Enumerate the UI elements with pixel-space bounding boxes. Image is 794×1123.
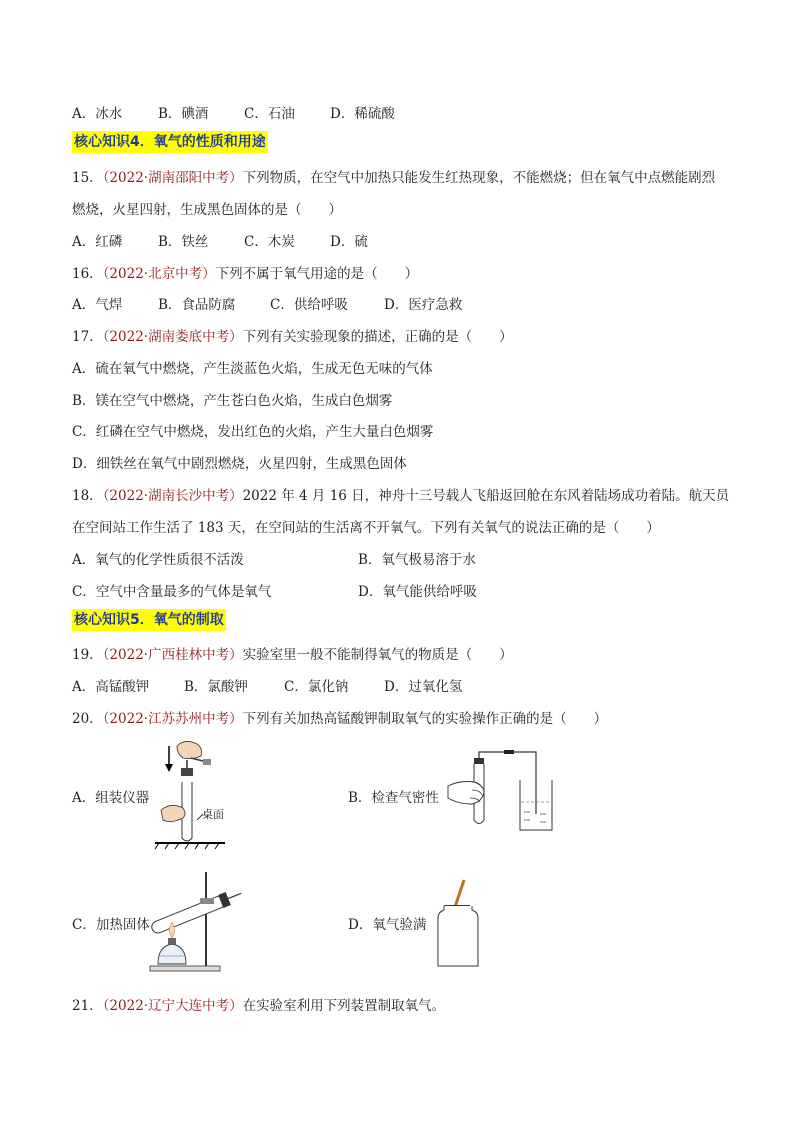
q19-number: 19． bbox=[72, 647, 103, 663]
q16-option-b: B．食品防腐 bbox=[158, 297, 236, 313]
q15-stem-line2: 燃烧，火星四射，生成黑色固体的是（ ） bbox=[72, 202, 342, 218]
airtightness-check-figure bbox=[448, 752, 558, 834]
q19-text: 实验室里一般不能制得氧气的物质是（ ） bbox=[242, 647, 513, 663]
q16-option-a: A．气焊 bbox=[72, 297, 123, 313]
q15-option-a: A．红磷 bbox=[72, 234, 123, 250]
q17-source: （2022·湖南娄底中考） bbox=[102, 329, 243, 345]
q20-source: （2022·江苏苏州中考） bbox=[102, 711, 243, 727]
q18-options-row1 bbox=[72, 548, 476, 568]
q17-stem bbox=[72, 325, 513, 345]
q14-option-c: C．石油 bbox=[244, 106, 295, 122]
q19-option-d: D．过氧化氢 bbox=[384, 679, 463, 695]
q15-text1: 下列物质，在空气中加热只能发生红热现象，不能燃烧；但在氧气中点燃能剧烈 bbox=[242, 170, 716, 186]
q18-option-c: C．空气中含量最多的气体是氧气 bbox=[72, 584, 272, 600]
q21-stem bbox=[72, 994, 445, 1014]
q21-source: （2022·辽宁大连中考） bbox=[102, 998, 243, 1014]
q20-option-d: D．氧气验满 bbox=[348, 917, 427, 933]
q15-source: （2022·湖南邵阳中考） bbox=[102, 170, 243, 186]
section-heading-5: 核心知识5．氧气的制取 bbox=[72, 609, 226, 631]
desk-label: 桌面 bbox=[202, 808, 224, 821]
q18-option-b: B．氧气极易溶于水 bbox=[358, 552, 476, 568]
q18-option-a: A．氧气的化学性质很不活泼 bbox=[72, 552, 244, 568]
q17-option-a: A．硫在氧气中燃烧，产生淡蓝色火焰，生成无色无味的气体 bbox=[72, 361, 433, 377]
q17-text: 下列有关实验现象的描述，正确的是（ ） bbox=[242, 329, 513, 345]
q14-option-b: B．碘酒 bbox=[158, 106, 209, 122]
q18-number: 18． bbox=[72, 488, 103, 504]
q16-source: （2022·北京中考） bbox=[102, 266, 216, 282]
q17-option-b: B．镁在空气中燃烧，产生苍白色火焰，生成白色烟雾 bbox=[72, 393, 393, 409]
q20-option-a: A．组装仪器 bbox=[72, 790, 150, 806]
q15-number: 15． bbox=[72, 170, 103, 186]
q16-option-d: D．医疗急救 bbox=[384, 297, 463, 313]
q20-number: 20． bbox=[72, 711, 103, 727]
section-heading-4: 核心知识4．氧气的性质和用途 bbox=[72, 131, 268, 153]
q18-option-d: D．氧气能供给呼吸 bbox=[358, 584, 477, 600]
q18-options-row2 bbox=[72, 580, 477, 600]
q20-text: 下列有关加热高锰酸钾制取氧气的实验操作正确的是（ ） bbox=[242, 711, 608, 727]
q14-option-a: A．冰水 bbox=[72, 106, 123, 122]
q19-source: （2022·广西桂林中考） bbox=[102, 647, 243, 663]
q19-option-a: A．高锰酸钾 bbox=[72, 679, 150, 695]
q16-number: 16． bbox=[72, 266, 103, 282]
q15-options bbox=[72, 230, 368, 250]
q16-option-c: C．供给呼吸 bbox=[270, 297, 348, 313]
q19-stem bbox=[72, 643, 513, 663]
q21-text: 在实验室利用下列装置制取氧气。 bbox=[242, 998, 446, 1014]
heating-solid-figure bbox=[140, 870, 250, 975]
q19-option-b: B．氯酸钾 bbox=[184, 679, 248, 695]
q17-option-d: D．细铁丝在氧气中剧烈燃烧，火星四射，生成黑色固体 bbox=[72, 456, 407, 472]
q16-text: 下列不属于氧气用途的是（ ） bbox=[215, 266, 419, 282]
q18-text1: 2022 年 4 月 16 日，神舟十三号载人飞船返回舱在东风着陆场成功着陆。航天员 bbox=[242, 488, 730, 504]
q21-number: 21． bbox=[72, 998, 103, 1014]
q14-options bbox=[72, 102, 395, 122]
q16-options bbox=[72, 293, 462, 313]
q19-option-c: C．氯化钠 bbox=[284, 679, 349, 695]
q14-option-d: D．稀硫酸 bbox=[330, 106, 395, 122]
q15-option-c: C．木炭 bbox=[244, 234, 295, 250]
q19-options bbox=[72, 675, 462, 695]
q15-option-b: B．铁丝 bbox=[158, 234, 209, 250]
q16-stem bbox=[72, 262, 418, 282]
q18-stem-line2: 在空间站工作生活了 183 天，在空间站的生活离不开氧气。下列有关氧气的说法正确的是（ ） bbox=[72, 520, 660, 536]
q18-stem-line1 bbox=[72, 484, 729, 504]
q20-option-b: B．检查气密性 bbox=[348, 790, 439, 806]
q15-stem-line1 bbox=[72, 166, 715, 186]
q20-stem bbox=[72, 707, 607, 727]
q17-number: 17． bbox=[72, 329, 103, 345]
q18-source: （2022·湖南长沙中考） bbox=[102, 488, 243, 504]
assemble-apparatus-figure bbox=[155, 740, 235, 855]
q15-option-d: D．硫 bbox=[330, 234, 368, 250]
oxygen-full-test-figure bbox=[430, 876, 486, 968]
q20-option-c: C．加热固体 bbox=[72, 917, 150, 933]
q17-option-c: C．红磷在空气中燃烧，发出红色的火焰，产生大量白色烟雾 bbox=[72, 424, 434, 440]
